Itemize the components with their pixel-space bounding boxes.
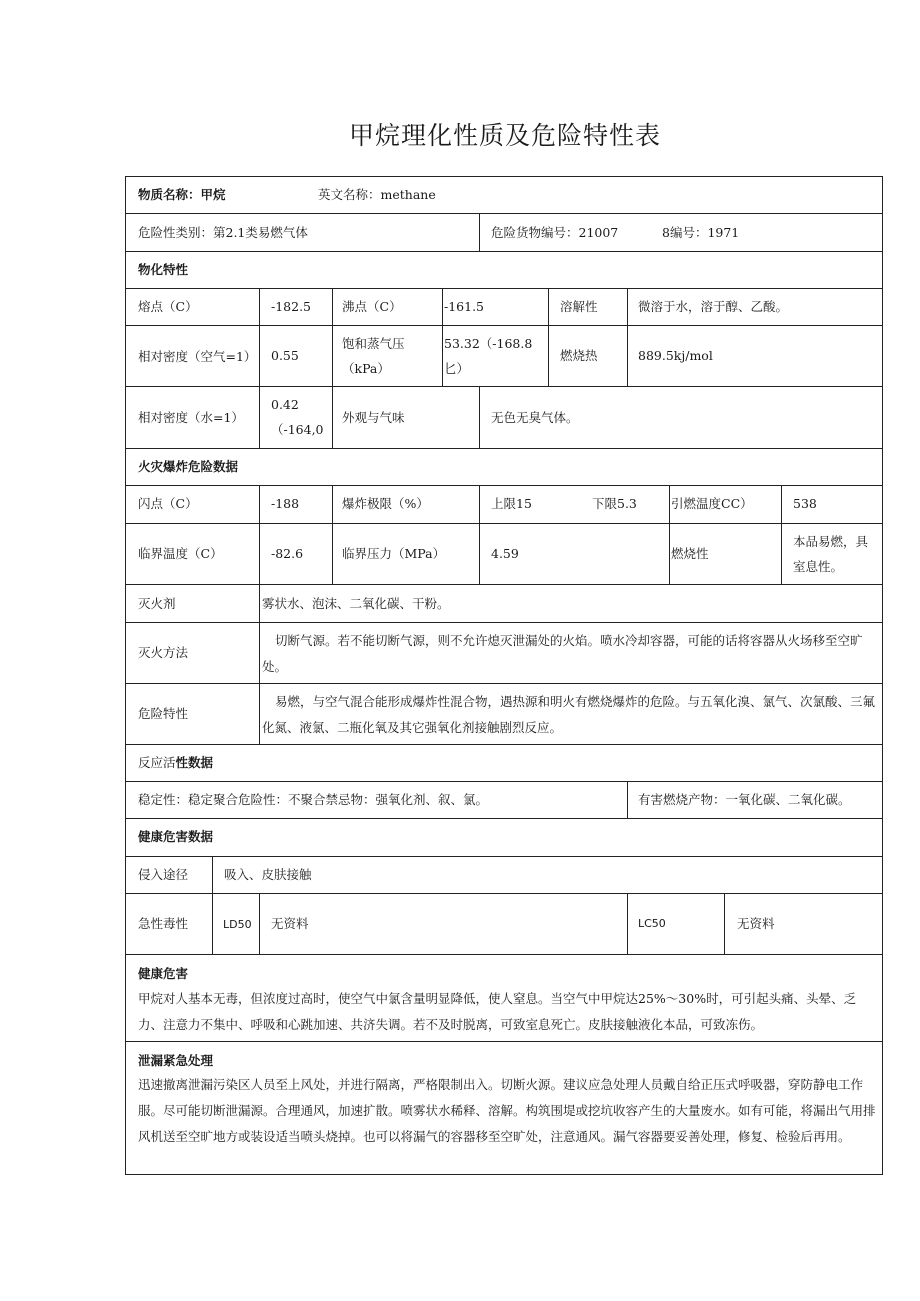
route-value: 吸入、皮肤接触 (224, 867, 312, 882)
reactivity-heading: 反应活性数据 (138, 755, 214, 770)
health-hazard-heading: 健康危害 (138, 966, 189, 981)
col-divider (781, 485, 782, 584)
row-divider (125, 856, 883, 857)
leak-heading: 泄漏紧急处理 (138, 1053, 214, 1068)
col-divider (548, 288, 549, 386)
combustion-heat-value: 889.5kj/mol (638, 348, 713, 363)
ignition-temp-label: 引燃温度CC） (671, 496, 753, 511)
critical-pressure-value: 4.59 (491, 546, 519, 561)
fire-heading: 火灾爆炸危险数据 (138, 459, 239, 474)
col-divider (442, 288, 443, 386)
combustion-products: 有害燃烧产物：一氧化碳、二氧化碳。 (638, 792, 851, 807)
page-title: 甲烷理化性质及危险特性表 (348, 121, 661, 150)
method-text: 切断气源。若不能切断气源，则不允许熄灭泄漏处的火焰。喷水冷却容器，可能的话将容器从火场移至空旷处。 (262, 633, 863, 674)
danger-label: 危险特性 (138, 706, 189, 721)
route-label: 侵入途径 (138, 867, 189, 882)
col-divider (669, 485, 670, 584)
col-divider (259, 485, 260, 744)
cargo-number: 危险货物编号：21007 (491, 225, 619, 240)
english-name: 英文名称：methane (318, 187, 436, 202)
col-divider (479, 485, 480, 584)
lc50-label: LC50 (638, 917, 666, 930)
boiling-value: -161.5 (444, 299, 485, 314)
row-divider (125, 744, 883, 745)
hazard-category: 危险性类别：第2.1类易燃气体 (138, 225, 308, 240)
ld50-value: 无资料 (271, 916, 309, 931)
row-divider (125, 1041, 883, 1042)
col-divider (259, 893, 260, 954)
row-divider (125, 485, 883, 486)
extinguisher-value: 雾状水、泡沫、二氧化碳、干粉。 (262, 596, 450, 611)
stability-text: 稳定性：稳定聚合危险性：不聚合禁忌物：强氧化剂、叙、氯。 (138, 792, 489, 807)
col-divider (332, 288, 333, 448)
solubility-label: 溶解性 (560, 299, 598, 314)
melting-label: 熔点（C） (138, 299, 198, 314)
row-divider (125, 893, 883, 894)
appearance-value: 无色无臭气体。 (491, 410, 579, 425)
flash-point-value: -188 (271, 496, 300, 511)
rel-density-water-label: 相对密度（水=1） (138, 410, 244, 425)
health-heading: 健康危害数据 (138, 829, 214, 844)
toxicity-label: 急性毒性 (138, 916, 189, 931)
extinguisher-label: 灭火剂 (138, 596, 176, 611)
ignition-temp-value: 538 (793, 496, 817, 511)
col-divider (479, 213, 480, 251)
row-divider (125, 781, 883, 782)
critical-temp-label: 临界温度（C） (138, 546, 223, 561)
col-divider (332, 485, 333, 584)
row-divider (125, 386, 883, 387)
row-divider (125, 325, 883, 326)
solubility-value: 微溶于水，溶于醇、乙酸。 (638, 299, 789, 314)
un-number: 8编号：1971 (662, 225, 740, 240)
rel-density-air-value: 0.55 (271, 348, 299, 363)
col-divider (259, 288, 260, 448)
vapor-pressure-label: 饱和蒸气压（kPa） (342, 336, 405, 376)
row-divider (125, 523, 883, 524)
col-divider (724, 893, 725, 954)
rel-density-air-label: 相对密度（空气=1） (138, 348, 257, 364)
health-hazard-text: 甲烷对人基本无毒，但浓度过高时，使空气中氯含量明显降低，使人窒息。当空气中甲烷达25%～30%时，可引起头痛、头晕、乏力、注意力不集中、呼吸和心跳加速、共济失调。若不及时脱离，可致室息死亡。皮肤接触液化本品，可致冻伤。 (138, 991, 857, 1032)
boiling-label: 沸点（C） (342, 299, 402, 314)
critical-pressure-label: 临界压力（MPa） (342, 546, 446, 561)
row-divider (125, 251, 883, 252)
col-divider (212, 856, 213, 954)
critical-temp-value: -82.6 (271, 546, 304, 561)
leak-text: 迅速撤离泄漏污染区人员至上风处，并进行隔离，严格限制出入。切断火源。建议应急处理人员戴自给正压式呼吸器，穿防静电工作服。尽可能切断泄漏源。合理通风，加速扩散。喷雾状水稀释、溶解。构筑围堤或挖坑收容产生的大量废水。如有可能，将漏出气用排风机送至空旷地方或装设适当喷头烧掉。也可以将漏气的容器移至空旷处，注意通风。漏气容器要妥善处理，修复、检验后再用。 (138, 1077, 876, 1144)
vapor-pressure-value: 53.32（-168.8匕） (444, 336, 533, 376)
row-divider (125, 584, 883, 585)
ld50-label: LD50 (223, 917, 252, 931)
danger-text: 易燃，与空气混合能形成爆炸性混合物，遇热源和明火有燃烧爆炸的危险。与五氧化溴、氯气、次氯酸、三氟化氮、液氯、二瓶化氧及其它强氧化剂接触剧烈反应。 (262, 694, 876, 735)
upper-limit: 上限15 (491, 496, 532, 511)
flammability-value: 本品易燃，具室息性。 (793, 534, 869, 574)
col-divider (479, 386, 480, 448)
col-divider (627, 288, 628, 386)
flash-point-label: 闪点（C） (138, 496, 198, 511)
physchem-heading: 物化特性 (138, 262, 189, 277)
row-divider (125, 954, 883, 955)
explosion-limit-label: 爆炸极限（%） (342, 496, 429, 511)
lc50-value: 无资料 (737, 916, 775, 931)
rel-density-water-value: 0.42（-164,0 (271, 397, 324, 437)
combustion-heat-label: 燃烧热 (560, 348, 598, 363)
flammability-label: 燃烧性 (671, 546, 709, 561)
row-divider (125, 288, 883, 289)
row-divider (125, 448, 883, 449)
row-divider (125, 818, 883, 819)
row-divider (125, 213, 883, 214)
method-label: 灭火方法 (138, 645, 189, 660)
appearance-label: 外观与气味 (342, 410, 405, 425)
col-divider (627, 893, 628, 954)
lower-limit: 下限5.3 (592, 496, 637, 511)
col-divider (627, 781, 628, 818)
substance-name: 物质名称：甲烷 (138, 187, 226, 202)
melting-value: -182.5 (271, 299, 312, 314)
row-divider (125, 622, 883, 623)
row-divider (125, 683, 883, 684)
